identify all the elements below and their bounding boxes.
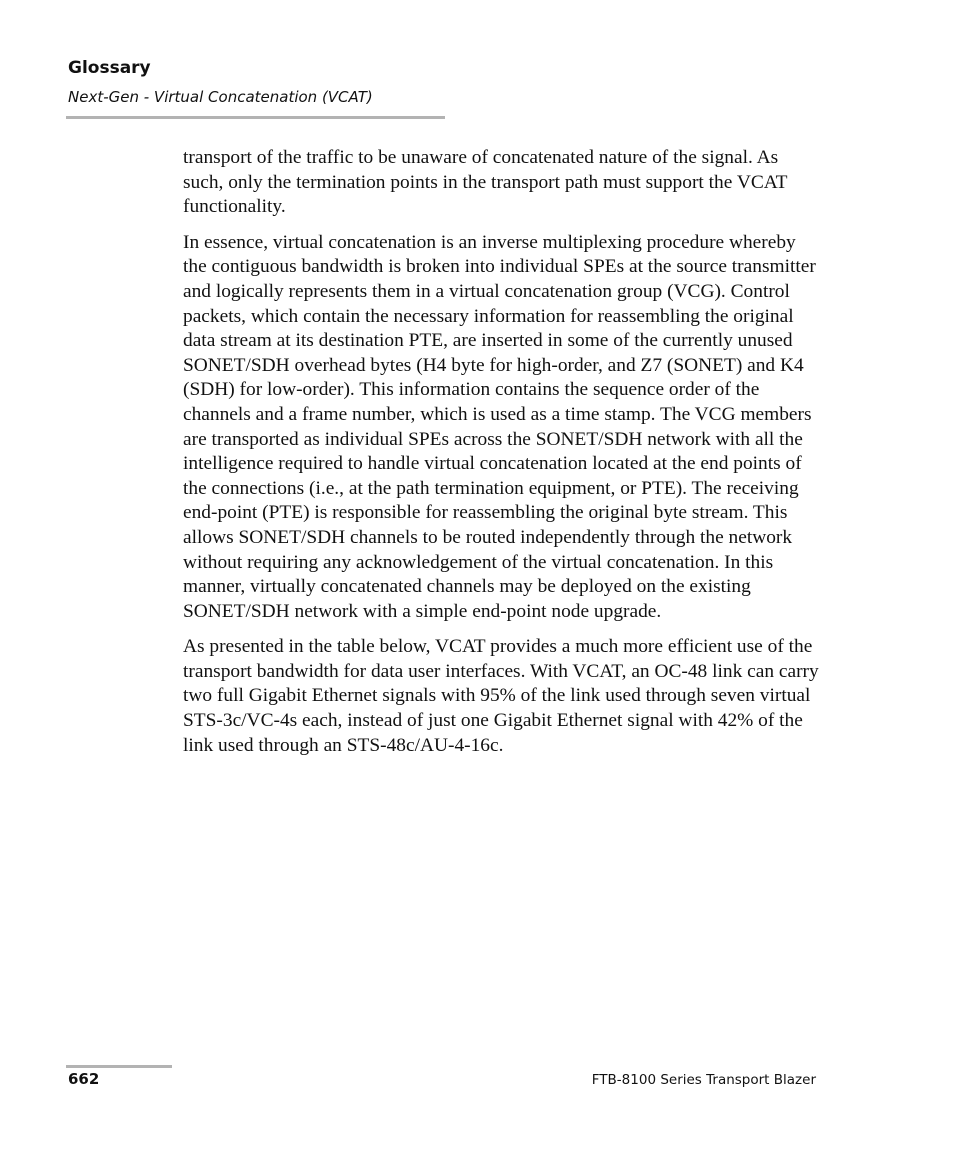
document-body xyxy=(183,146,823,769)
page-number: 662 xyxy=(68,1070,100,1088)
footer-divider xyxy=(66,1065,172,1068)
page-header-subtitle: Next-Gen - Virtual Concatenation (VCAT) xyxy=(68,88,373,106)
body-paragraph: In essence, virtual concatenation is an inverse multiplexing procedure whereby the contiguous bandwidth is broken into individual SPEs at the source transmitter and logically represents them in a virtual concatenation group (VCG). Control packets, which contain the necessary information for reassembling the original data stream at its destination PTE, are inserted in some of the currently unused SONET/SDH overhead bytes (H4 byte for high-order, and Z7 (SONET) and K4 (SDH) for low-order). This information contains the sequence order of the channels and a frame number, which is used as a time stamp. The VCG members are transported as individual SPEs across the SONET/SDH network with all the intelligence required to handle virtual concatenation located at the end points of the connections (i.e., at the path termination equipment, or PTE). The receiving end-point (PTE) is responsible for reassembling the original byte stream. This allows SONET/SDH channels to be routed independently through the network without requiring any acknowledgement of the virtual concatenation. In this manner, virtually concatenated channels may be deployed on the existing SONET/SDH network with a simple end-point node upgrade. xyxy=(183,231,816,622)
page-header-title: Glossary xyxy=(68,58,151,78)
footer-product-title: FTB-8100 Series Transport Blazer xyxy=(591,1072,816,1088)
body-paragraph: As presented in the table below, VCAT provides a much more efficient use of the transport bandwidth for data user interfaces. With VCAT, an OC-48 link can carry two full Gigabit Ethernet signals with 95% of the link used through seven virtual STS-3c/VC-4s each, instead of just one Gigabit Ethernet signal with 42% of the link used through an STS-48c/AU-4-16c. xyxy=(183,636,819,756)
header-divider xyxy=(66,116,445,119)
body-paragraph: transport of the traffic to be unaware of concatenated nature of the signal. As such, only the termination points in the transport path must support the VCAT functionality. xyxy=(183,147,788,218)
